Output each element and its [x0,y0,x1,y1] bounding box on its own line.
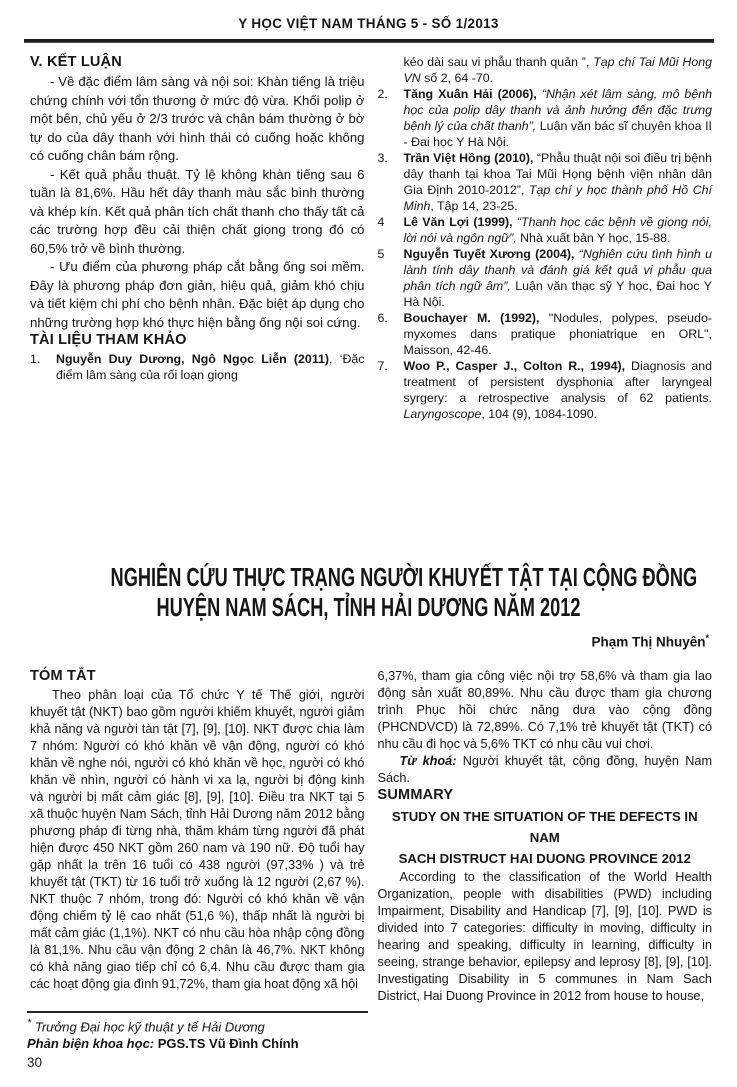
author-affiliation-mark: * [705,633,709,643]
keywords-label: Từ khoá: [399,754,457,768]
conclusion-paragraph: - Ưu điểm của phương pháp cắt bằng ống soi mềm. Đây là phương pháp đơn giản, hiệu quả, giảm khó chịu và tiết kiệm chi phí cho bệnh nhân. Đặc biệt áp dụng cho những trường hợp khó thực hiện bằng ống nội soi cứng. [30,259,365,330]
conclusion-paragraph: - Kết quả phẫu thuật. Tỷ lệ không khàn tiếng sau 6 tuần là 81,6%. Hầu hết dây thanh màu sắc bình thường và khép kín. Kết quả phân tích chất thanh cho thấy tất cả các trường hợp đều cải thiện chất giọng trong đó có 60,5% trở về bình thường. [30,166,365,256]
reviewer-label: Phản biện khoa học: [27,1035,155,1051]
references-heading: TÀI LIỆU THAM KHẢO [30,332,187,348]
reference-item: 1. Nguyễn Duy Dương, Ngô Ngọc Liễn (2011), ‘Đặc điểm lâm sàng của rối loạn giọng [30,352,365,382]
page-number: 30 [27,1055,43,1071]
scientific-reviewer-line [27,1036,368,1053]
reference-item: 4 Lê Văn Lợi (1999), “Thanh học các bệnh về giọng nói, lời nói và ngôn ngữ”, Nhà xuất bản Y học, 15-88. [377,215,712,245]
left-column [30,668,365,1005]
author-affiliation-footnote: * Trưởng Đại học kỹ thuật y tế Hải Dương [27,1017,265,1035]
right-column [378,668,713,1005]
abstract-text-left: Theo phân loại của Tổ chức Y tế Thế giới, người khuyết tật (NKT) bao gồm người khiếm khuyết, người giảm khả năng và người tàn tật [7], [9], [10]. NKT được chia làm 7 nhóm: Người có khó khăn về vận động, người có khó khăn về nghe nói, người có khó khăn về học, người có khó khăn về nhìn, người có hành vi xa lạ, người bị động kinh và người bị mất cảm giác [8], [9], [10]. Điều tra NKT tại 5 xã thuộc huyện Nam Sách, tỉnh Hải Dương năm 2012 bằng phương pháp đi từng nhà, thăm khám từng người đã phát hiện được 450 NKT gồm 260 nam và 190 nữ. Độ tuổi hay gặp nhất la trên 16 tuổi có 438 người (97,33% ) và trẻ khuyết tật (TKT) từ 16 tuổi trở xuống là 12 người (2,67 %). NKT thuộc 7 nhóm, trong đó: Người có khó khăn về vận động chiếm tỷ lệ cao nhất (51,6 %), thấp nhất là người bị mất cảm giác (1,1%). NKT có nhu cầu hòa nhập cộng đồng là 81,1%. Nhu cầu vận động 2 chân là 46,7%. NKT không có khả năng giao tiếp chỉ có 6,4. Nhu cầu được tham gia các hoạt động gia đình 91,72%, tham gia hoat động xã hội [30,688,365,991]
right-column [378,54,713,422]
footnote-block [27,1011,368,1072]
journal-header-title: Y HỌC VIỆT NAM THÁNG 5 - SỐ 1/2013 [238,16,499,31]
left-column [30,54,365,422]
summary-title-line: STUDY ON THE SITUATION OF THE DEFECTS IN NAM [391,809,698,845]
reference-number: 7. [377,359,388,373]
reference-number: 4 [377,215,385,229]
reference-item: 6. Bouchayer M. (1992), "Nodules, polypes, pseudo-myxomes dans pratique phoniatrique en ORL", Maisson, 42-46. [377,311,712,357]
summary-title-line: SACH DISTRUCT HAI DUONG PROVINCE 2012 [398,851,691,866]
reference-item: 3. Trần Việt Hồng (2010), “Phẫu thuật nội soi điều trị bệnh dây thanh tại khoa Tai Mũi Họng bệnh viện nhân dân Gia Định 2010-2012”, Tạp chí y học thành phố Hồ Chí Minh, Tập 14, 23-25. [377,151,712,213]
reference-number: 3. [377,151,388,165]
footnote-marker: * [27,1017,32,1029]
reference-item: 5 Nguyễn Tuyết Xương (2004), “Nghiên cứu tình hình u lành tính dây thanh và đánh giá kết quả vi phẫu qua phân tích ngữ âm”, Luận văn thạc sỹ Y học, Đai hoc Y Hà Nội. [377,247,712,309]
reference-item: 2. Tăng Xuân Hải (2006), “Nhận xét lâm sàng, mô bệnh học của polip dây thanh và ảnh hưởng đến đặc trưng bệnh lý của chất thanh”, Luận văn bác sĩ chuyên khoa II - Đai học Y Hà Nội. [377,87,712,149]
reference-number: 1. [30,352,41,366]
reference-number: 5 [377,247,385,261]
abstract-text-right: 6,37%, tham gia công việc nội trợ 58,6% và tham gia lao động sản xuất 80,89%. Nhu cầu được tham gia chương trình Phục hồi chức năng dưa vào cộng đồng (PHCNDVCD) là 72,89%. Có 7,1% trẻ khuyết tật (TKT) có nhu cầu đi học và 5,6% TKT có nhu cầu vui chơi. [377,669,712,751]
conclusion-paragraph: - Về đặc điểm lâm sàng và nội soi: Khàn tiếng là triệu chứng chính với tổn thương ở mức độ vừa. Khối polip ở một bên, chủ yếu ở 2/3 trước và chân bám thường ở bờ tự do của dây thanh với hình thái có cuống hoặc không có cuống chân bám rộng. [30,74,365,163]
abstract-summary-section [30,668,712,1005]
keywords-line [378,753,713,787]
author-name: Phạm Thị Nhuyên* [591,633,709,650]
previous-article-section [30,54,712,422]
article-title-line: HUYỆN NAM SÁCH, TỈNH HẢI DƯƠNG NĂM 2012 [156,592,581,622]
reviewer-name: PGS.TS Vũ Đình Chính [154,1035,299,1051]
abstract-heading: TÓM TẮT [30,668,96,684]
header-rule [24,39,714,43]
article-title-line: NGHIÊN CỨU THỰC TRẠNG NGƯỜI KHUYẾT TẬT TẠI CỘNG ĐỒNG [110,562,698,592]
reference-number: 2. [377,87,388,101]
keywords-text: Người khuyết tật, cộng đồng, huyện Nam Sách. [377,754,713,785]
summary-heading: SUMMARY [377,787,454,803]
reference-number: 6. [377,311,388,325]
article-title-block [0,562,737,622]
reference-item: 7. Woo P., Casper J., Colton R., 1994), Diagnosis and treatment of persistent dysphonia after laryngeal syrgery: a retrospective analysis of 62 patients. Laryngoscope, 104 (9), 1084-1090. [377,359,713,421]
conclusion-heading: V. KẾT LUẬN [30,54,122,70]
summary-text: According to the classification of the World Health Organization, people with disabilities (PWD) including Impairment, Disability and Handicap [7], [9], [10]. PWD is divided into 7 categories: difficulty in moving, difficulty in hearing and speaking, difficulty in learning, difficulty in seeing, strange behavior, epilepsy and leprosy [8], [9], [10]. Investigating Disability in 5 communes in Nam Sach District, Hai Duong Province in 2012 from house to house, [377,870,712,1003]
reference-continuation: kéo dài sau vi phẫu thanh quản ”, Tạp chí Tai Mũi Hong VN số 2, 64 -70. [403,55,712,85]
